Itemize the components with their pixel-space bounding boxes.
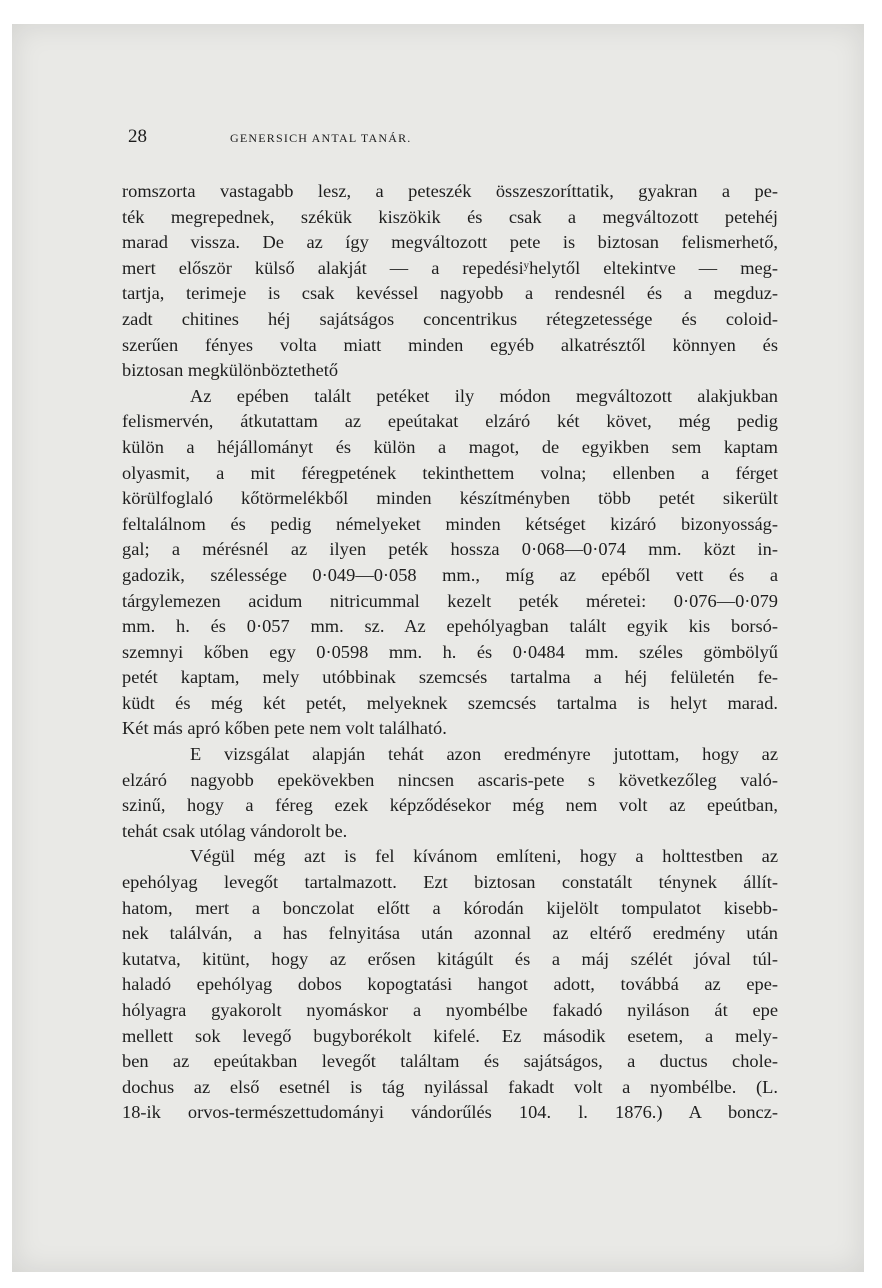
text-line: küdt és még két petét, melyeknek szemcsés tartalma is helyt marad. [122,692,778,713]
text-line: biztosan megkülönböztethető [122,360,339,381]
text-line: olyasmit, a mit féregpetének tekinthettem volna; ellenben a férget [122,462,778,483]
text-line: E vizsgálat alapján tehát azon eredményre jutottam, hogy az [190,744,778,765]
text-line: tartja, terimeje is csak kevéssel nagyobb a rendesnél és a megduz- [122,283,778,304]
text-line: gadozik, szélessége 0·049—0·058 mm., míg az epéből vett és a [122,564,778,585]
text-line: hólyagra gyakorolt nyomáskor a nyombélbe fakadó nyiláson át epe [122,1000,778,1020]
text-line: gal; a mérésnél az ilyen peték hossza 0·068—0·074 mm. közt in- [122,539,778,560]
page-number: 28 [128,126,147,147]
text-line: mellett sok levegő bugyborékolt kifelé. Ez második esetem, a mely- [122,1025,778,1046]
text-line: felismervén, átkutattam az epeútakat elzáró két követ, még pedig [122,411,778,432]
running-head: GENERSICH ANTAL TANÁR. [230,131,412,145]
text-line: feltalálnom és pedig némelyeket minden kétséget kizáró bizonyosság- [122,513,778,534]
text-line: dochus az első esetnél is tág nyilással fakadt volt a nyombélbe. (L. [122,1076,778,1097]
text-line: szemnyi kőben egy 0·0598 mm. h. és 0·0484 mm. széles gömbölyű [122,641,778,662]
text-line: tehát csak utólag vándorolt be. [122,820,348,841]
text-line: haladó epehólyag dobos kopogtatási hangot adott, továbbá az epe- [122,974,778,995]
text-line: tárgylemezen acidum nitricummal kezelt peték méretei: 0·076—0·079 [122,590,778,611]
text-line: zadt chitines héj sajátságos concentrikus rétegzetessége és coloid- [122,308,778,329]
text-line: nek találván, a has felnyitása után azonnal az eltérő eredmény után [122,923,778,944]
text-line: petét kaptam, mely utóbbinak szemcsés tartalma a héj felületén fe- [122,667,778,688]
page-header [12,126,864,156]
text-line: külön a héjállományt és külön a magot, de egyikben sem kaptam [122,436,778,457]
text-line: marad vissza. De az így megváltozott pete is biztosan felismerhető, [122,232,778,253]
text-line: elzáró nagyobb epekövekben nincsen ascaris-pete s következőleg való- [122,769,778,790]
text-line: epehólyag levegőt tartalmazott. Ezt biztosan constatált ténynek állít- [122,872,778,893]
text-line: ben az epeútakban levegőt találtam és sajátságos, a ductus chole- [122,1051,778,1072]
text-line: szinű, hogy a féreg ezek képződésekor még nem volt az epeútban, [122,795,778,816]
body-text [122,179,778,1126]
text-line: Két más apró kőben pete nem volt található. [122,718,447,739]
text-line: hatom, mert a bonczolat előtt a kórodán kijelölt tompulatot kisebb- [122,897,778,918]
text-line: Az epében talált petéket ily módon megváltozott alakjukban [190,385,778,406]
text-line: mert először külső alakját — a repedésiʸhelytől eltekintve — meg- [122,257,778,278]
text-line: szerűen fényes volta miatt minden egyéb alkatrésztől könnyen és [122,334,778,355]
text-line: mm. h. és 0·057 mm. sz. Az epehólyagban talált egyik kis borsó- [122,616,778,637]
text-line: ték megrepednek, székük kiszökik és csak a megváltozott petehéj [122,206,778,227]
text-line: romszorta vastagabb lesz, a peteszék összeszoríttatik, gyakran a pe- [122,181,778,201]
text-line: körülfoglaló kőtörmelékből minden készítményben több petét sikerült [122,488,778,509]
text-line: 18-ik orvos-természettudományi vándorűlés 104. l. 1876.) A boncz- [122,1102,778,1123]
text-line: kutatva, kitünt, hogy az erősen kitágúlt és a máj szélét jóval túl- [122,948,778,969]
book-page [12,24,864,1272]
text-line: Végül még azt is fel kívánom említeni, hogy a holttestben az [190,846,778,867]
